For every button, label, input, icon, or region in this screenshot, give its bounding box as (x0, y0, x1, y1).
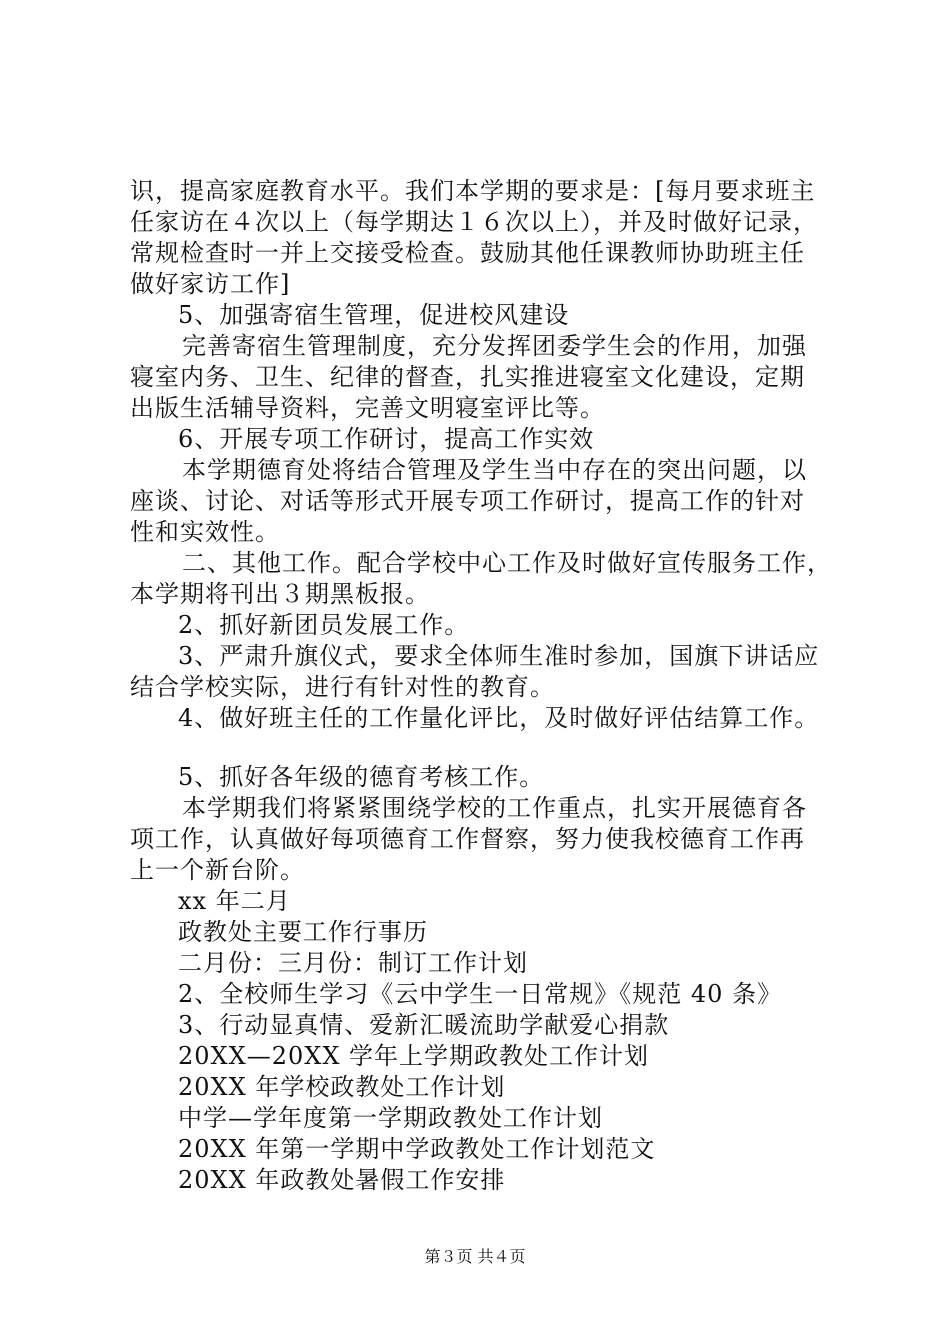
text-line: 常规检查时一并上交接受检查。鼓励其他任课教师协助班主任 (130, 239, 805, 267)
list-item: 5、抓好各年级的德育考核工作。 (178, 763, 545, 791)
section-heading: 政教处主要工作行事历 (178, 918, 428, 946)
date-line: xx 年二月 (178, 887, 291, 915)
text-line: 本学期将刊出３期黑板报。 (130, 580, 430, 608)
section-heading: 6、开展专项工作研讨，提高工作实效 (178, 425, 595, 453)
text-line: 性和实效性。 (130, 518, 280, 546)
text-line: 二、其他工作。配合学校中心工作及时做好宣传服务工作， (182, 549, 832, 577)
text-line: 做好家访工作] (130, 270, 291, 298)
related-title: 中学—学年度第一学期政教处工作计划 (178, 1104, 603, 1132)
text-line: 识，提高家庭教育水平。我们本学期的要求是：[每月要求班主 (130, 177, 816, 205)
text-line: 本学期德育处将结合管理及学生当中存在的突出问题，以 (182, 456, 807, 484)
related-title: 20XX—20XX 学年上学期政教处工作计划 (178, 1042, 650, 1070)
list-item: 4、做好班主任的工作量化评比，及时做好评估结算工作。 (178, 704, 820, 732)
text-line: 二月份：三月份：制订工作计划 (178, 949, 528, 977)
list-item: 2、抓好新团员发展工作。 (178, 611, 470, 639)
section-heading: 5、加强寄宿生管理，促进校风建设 (178, 301, 570, 329)
list-item: 3、行动显真情、爱新汇暖流助学献爱心捐款 (178, 1011, 670, 1039)
text-line: 出版生活辅导资料，完善文明寝室评比等。 (130, 394, 605, 422)
text-line: 项工作，认真做好每项德育工作督察，努力使我校德育工作再 (130, 825, 805, 853)
text-line: 结合学校实际，进行有针对性的教育。 (130, 673, 555, 701)
list-item: 3、严肃升旗仪式，要求全体师生准时参加，国旗下讲话应 (178, 642, 820, 670)
list-item: 2、全校师生学习《云中学生一日常规》《规范 40 条》 (178, 980, 783, 1008)
page-footer: 第３页 共４页 (424, 1247, 526, 1266)
text-line: 本学期我们将紧紧围绕学校的工作重点，扎实开展德育各 (182, 794, 807, 822)
related-title: 20XX 年政教处暑假工作安排 (178, 1166, 506, 1194)
text-line: 完善寄宿生管理制度，充分发挥团委学生会的作用，加强 (182, 332, 807, 360)
text-line: 寝室内务、卫生、纪律的督查，扎实推进寝室文化建设，定期 (130, 363, 805, 391)
related-title: 20XX 年第一学期中学政教处工作计划范文 (178, 1135, 656, 1163)
text-line: 座谈、讨论、对话等形式开展专项工作研讨，提高工作的针对 (130, 487, 805, 515)
text-line: 上一个新台阶。 (130, 856, 305, 884)
text-line: 任家访在４次以上（每学期达１６次以上），并及时做好记录， (130, 208, 818, 236)
related-title: 20XX 年学校政教处工作计划 (178, 1073, 506, 1101)
